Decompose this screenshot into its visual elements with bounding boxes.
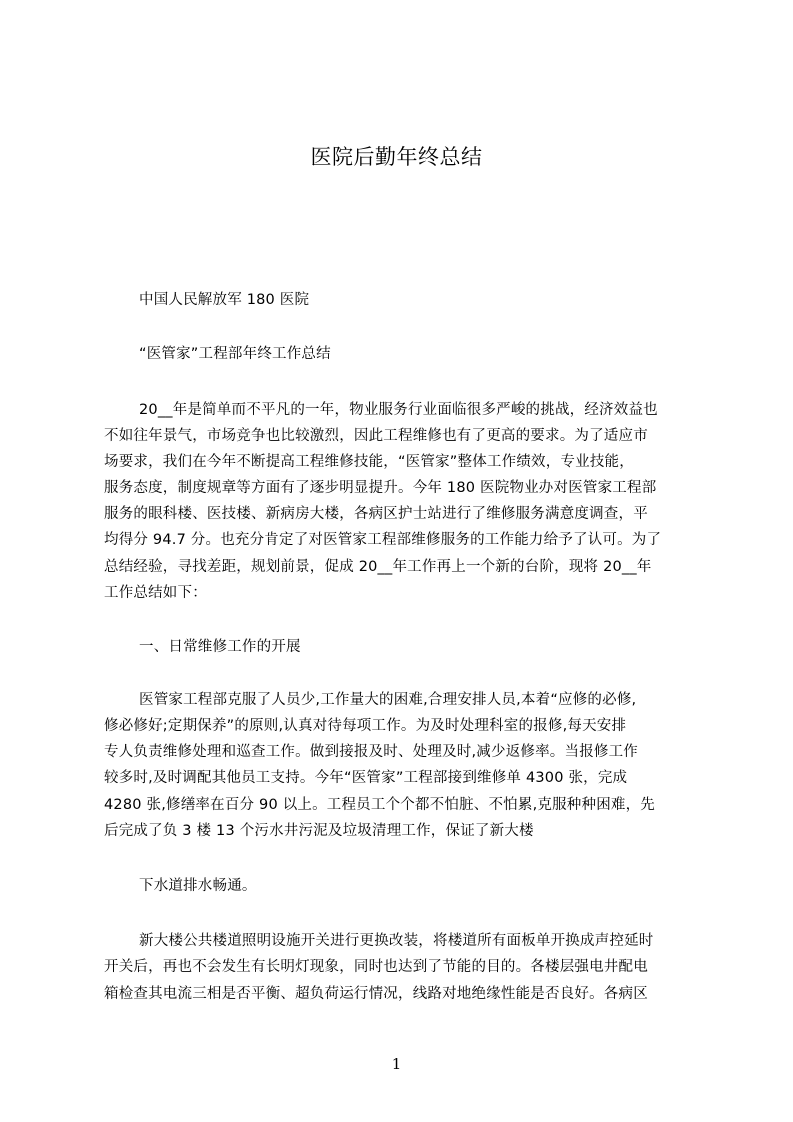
paragraph-line: 专人负责维修处理和巡查工作。做到接报及时、处理及时,减少返修率。当报修工作 <box>104 744 639 760</box>
paragraph-line: 4280 张,修缮率在百分 90 以上。工程员工个个都不怕脏、不怕累,克服种种困难，先 <box>104 797 655 813</box>
paragraph-line: 不如往年景气，市场竞争也比较激烈，因此工程维修也有了更高的要求。为了适应市 <box>104 428 648 444</box>
paragraph-line: 均得分 94.7 分。也充分肯定了对医管家工程部维修服务的工作能力给予了认可。为了 <box>104 532 662 548</box>
paragraph-line: 服务态度，制度规章等方面有了逐步明显提升。今年 180 医院物业办对医管家工程部 <box>104 480 657 496</box>
paragraph-line: 箱检查其电流三相是否平衡、超负荷运行情况，线路对地绝缘性能是否良好。各病区 <box>104 986 648 1002</box>
page-number: 1 <box>391 1055 402 1073</box>
paragraph-line: 修必修好;定期保养”的原则,认真对待每项工作。为及时处理科室的报修,每天安排 <box>104 718 627 734</box>
paragraph-line: 场要求，我们在今年不断提高工程维修技能，“医管家”整体工作绩效，专业技能， <box>104 454 634 470</box>
paragraph-line: 工作总结如下： <box>104 585 207 601</box>
document-title: 医院后勤年终总结 <box>310 145 483 169</box>
paragraph-line: 服务的眼科楼、医技楼、新病房大楼，各病区护士站进行了维修服务满意度调查，平 <box>104 506 648 522</box>
section-heading: 一、日常维修工作的开展 <box>139 639 301 655</box>
paragraph-line: 总结经验，寻找差距，规划前景，促成 20__年工作再上一个新的台阶，现将 20__年 <box>104 559 652 575</box>
paragraph-line: 后完成了负 3 楼 13 个污水井污泥及垃圾清理工作，保证了新大楼 <box>104 823 534 839</box>
paragraph-line: 20__年是简单而不平凡的一年，物业服务行业面临很多严峻的挑战，经济效益也 <box>139 402 658 418</box>
hospital-line: 中国人民解放军 180 医院 <box>139 292 310 308</box>
paragraph-line: 较多时,及时调配其他员工支持。今年“医管家”工程部接到维修单 4300 张，完成 <box>104 770 628 786</box>
report-heading: “医管家”工程部年终工作总结 <box>139 346 331 362</box>
paragraph-line: 新大楼公共楼道照明设施开关进行更换改装，将楼道所有面板单开换成声控延时 <box>139 933 654 949</box>
paragraph-line: 开关后，再也不会发生有长明灯现象，同时也达到了节能的目的。各楼层强电井配电 <box>104 959 648 975</box>
paragraph-line: 医管家工程部克服了人员少,工作量大的困难,合理安排人员,本着“应修的必修, <box>139 692 637 708</box>
paragraph-line: 下水道排水畅通。 <box>139 878 257 894</box>
document-body <box>104 0 698 1122</box>
